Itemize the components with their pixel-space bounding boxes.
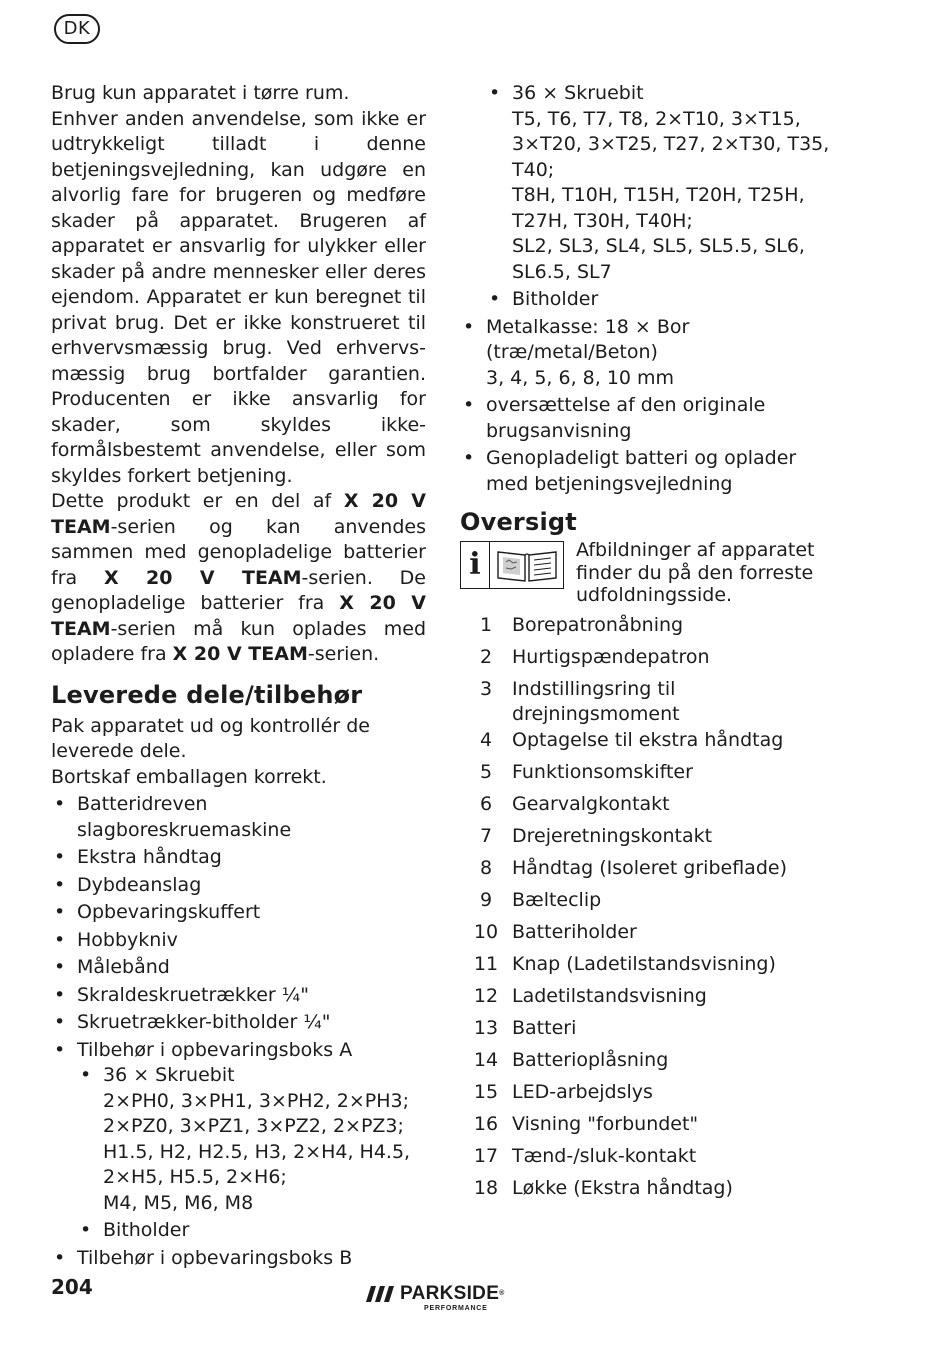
part-number: 18 [473,1176,499,1199]
table-row [460,888,840,920]
delivered-parts-list [51,792,426,1271]
language-badge: DK [54,14,100,44]
logo-brand: PARKSIDE® [400,1283,505,1304]
part-label: LED-arbejdslys [512,1080,653,1103]
table-row [460,613,840,645]
part-label: Drejeretningskontakt [512,824,713,847]
list-item: • 36 × Skruebit T5, T6, T7, T8, 2×T10, 3×T15, 3×T20, 3×T25, T27, 2×T30, T35, T40; T8H, T10H, T15H, T20H, T25H, T27H, T30H, T40H; SL2, SL3, SL4, SL5, SL5.5, SL6, SL6.5, SL7 [486,81,840,285]
list-item: • Skruetrækker-bitholder ¼" [51,1010,426,1036]
info-note-text: Afbildninger af apparatet finder du på den forreste udfoldningsside. [576,539,815,606]
list-item: • Hobbykniv [51,928,426,954]
part-number: 3 [479,677,493,700]
part-number: 7 [479,824,493,847]
table-row [460,952,840,984]
table-row [460,677,840,728]
part-label: Bælteclip [512,888,602,911]
parkside-logo [366,1283,526,1317]
list-item: • Metalkasse: 18 × Bor (træ/metal/Beton) 3, 4, 5, 6, 8, 10 mm [460,315,840,392]
box-a-sublist [77,1063,426,1244]
part-label: Ladetilstandsvisning [512,984,707,1007]
dispose-instruction: Bortskaf emballagen korrekt. [51,765,327,788]
part-number: 10 [473,920,499,943]
section-heading-delivered-parts: Leverede dele/tilbehør [51,680,363,709]
part-label: Løkke (Ekstra håndtag) [512,1176,733,1199]
part-label: Batterioplåsning [512,1048,669,1071]
table-row [460,1144,840,1176]
table-row [460,1048,840,1080]
list-item: • Dybdeanslag [51,873,426,899]
part-label: Funktionsomskifter [512,760,693,783]
part-label: Batteriholder [512,920,637,943]
intended-use-paragraph: Enhver anden anvendelse, som ikke er udtrykkeligt tilladt i denne betjeningsvejledning, kan udgøre en alvorlig fare for brugeren og medføre skader på apparatet. Brugeren af apparatet er ansvarlig for ulykker eller skader på andre mennesker eller deres ejendom. Apparatet er kun beregnet til privat brug. Det er ikke konstrueret til erhvervsmæssig brug. Ved erhvervsmæssig brug bortfalder garantien. Producenten er ikke ansvarlig for skader, som skyldes ikke-formålsbestemt anvendelse, eller som skyldes forkert betjening. [51,107,426,487]
part-number: 12 [473,984,499,1007]
box-b-sublist [486,81,840,313]
list-item: • oversættelse af den originale brugsanvisning [460,393,840,444]
logo-sub: PERFORMANCE [424,1305,488,1312]
part-number: 9 [479,888,493,911]
table-row [460,645,840,677]
additional-parts-list [460,315,840,498]
part-label: Håndtag (Isoleret gribeflade) [512,856,787,879]
list-item: • 36 × Skruebit 2×PH0, 3×PH1, 3×PH2, 2×PH3; 2×PZ0, 3×PZ1, 3×PZ2, 2×PZ3; H1.5, H2, H2.5, H3, 2×H4, H4.5, 2×H5, H5.5, 2×H6; M4, M5, M6, M8 [77,1063,426,1216]
table-row [460,1112,840,1144]
part-label: Visning "forbundet" [512,1112,699,1135]
list-item: • Bitholder [486,287,840,313]
right-column [460,81,840,1208]
table-row [460,856,840,888]
part-label: Knap (Ladetilstandsvisning) [512,952,776,975]
part-label: Batteri [512,1016,577,1039]
part-number: 6 [479,792,493,815]
part-number: 15 [473,1080,499,1103]
table-row [460,824,840,856]
list-item: • Opbevaringskuffert [51,900,426,926]
table-row [460,1016,840,1048]
list-item: • Bitholder [77,1218,426,1244]
dry-rooms-note: Brug kun apparatet i tørre rum. [51,82,350,104]
part-number: 5 [479,760,493,783]
part-label: Gearvalgkontakt [512,792,670,815]
unpack-instruction: Pak apparatet ud og kontrollér de leverede dele. [51,714,370,762]
part-label: Hurtigspændepatron [512,645,710,668]
table-row [460,984,840,1016]
table-row [460,1080,840,1112]
team-series-paragraph: Dette produkt er en del af X 20 V TEAM-serien og kan anvendes sammen med genopladelige batterier fra X 20 V TEAM-serien. De genopladelige batterier fra X 20 V TEAM-serien må kun oplades med opladere fra X 20 V TEAM-serien. [51,490,426,665]
list-item: • Tilbehør i opbevaringsboks A • 36 × Skruebit 2×PH0, 3×PH1, 3×PH2, 2×PH3; 2×PZ0, 3×PZ1, 3×PZ2, 2×PZ3; H1.5, H2, H2.5, H3, 2×H4, H4.5, 2×H5, H5.5, 2×H6; M4, M5, M6, M8 • Bitholder [51,1038,426,1244]
table-row [460,728,840,760]
part-number: 2 [479,645,493,668]
part-number: 8 [479,856,493,879]
list-item: • Skraldeskruetrækker ¼" [51,983,426,1009]
part-number: 1 [479,613,493,636]
list-item: • Tilbehør i opbevaringsboks B [51,1246,426,1272]
info-book-icon: i [460,541,564,589]
part-label: Indstillingsring til drejningsmoment [512,677,680,725]
part-number: 4 [479,728,493,751]
part-label: Tænd-/sluk-kontakt [512,1144,697,1167]
part-number: 13 [473,1016,499,1039]
list-item: • Batteridreven slagboreskruemaskine [51,792,426,843]
part-number: 14 [473,1048,499,1071]
table-row [460,1176,840,1208]
part-label: Borepatronåbning [512,613,684,636]
page-number: 204 [51,1275,93,1299]
parts-table [460,613,840,1208]
table-row [460,760,840,792]
left-column [51,81,426,1273]
part-number: 17 [473,1144,499,1167]
part-label: Optagelse til ekstra håndtag [512,728,784,751]
list-item: • Målebånd [51,955,426,981]
section-heading-overview: Oversigt [460,508,577,536]
logo-slashes-icon [366,1283,396,1305]
info-note [460,539,840,607]
part-number: 11 [473,952,499,975]
list-item: • Ekstra håndtag [51,845,426,871]
part-number: 16 [473,1112,499,1135]
list-item: • Genopladeligt batteri og oplader med betjeningsvejledning [460,446,840,497]
table-row [460,792,840,824]
table-row [460,920,840,952]
